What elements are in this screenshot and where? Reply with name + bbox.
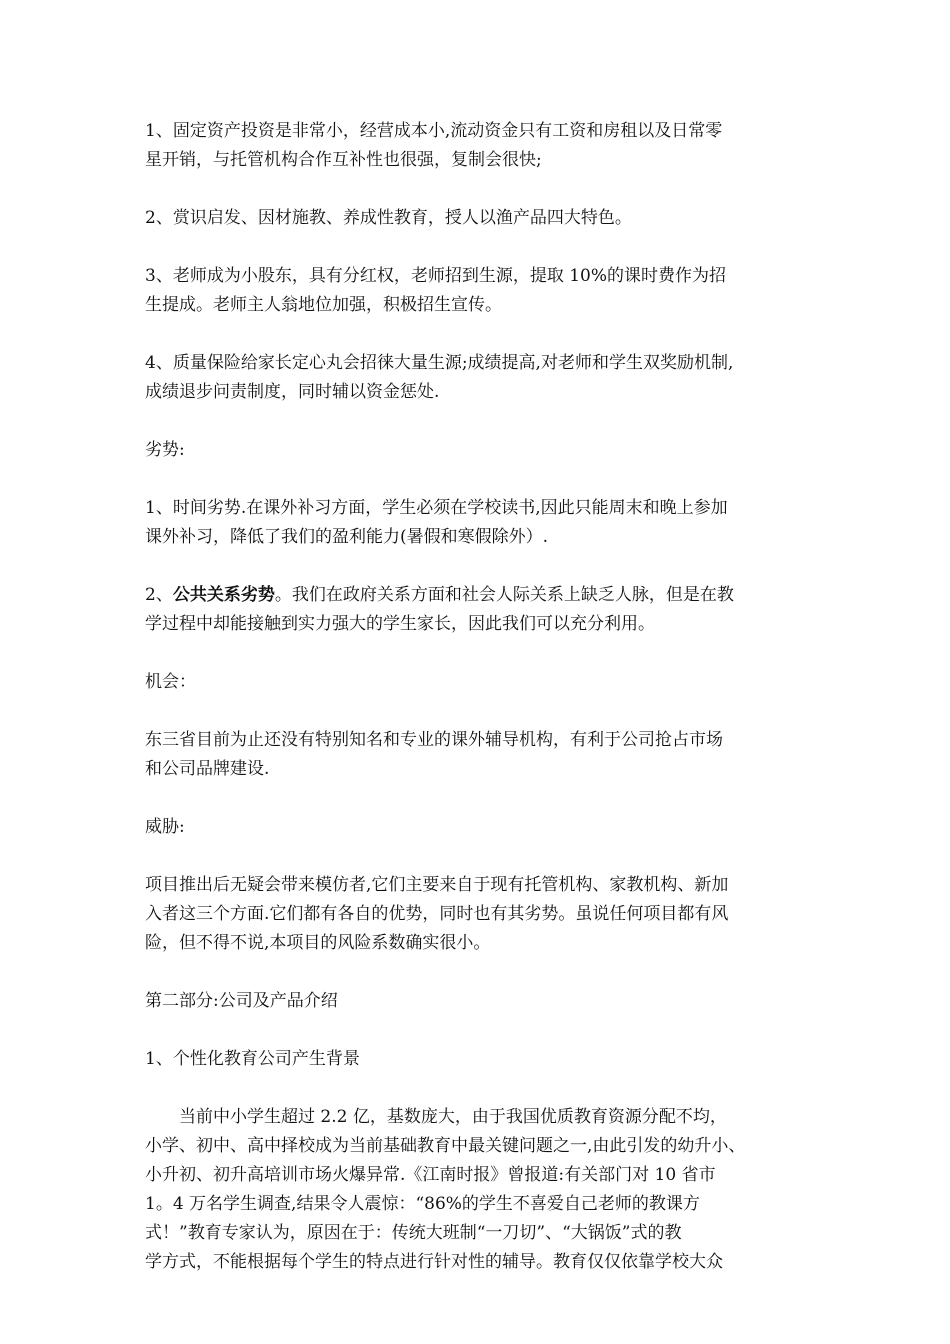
strength-item-1: 1、固定资产投资是非常小，经营成本小,流动资金只有工资和房租以及日常零 星开销，与托管机构合作互补性也很强，复制会很快; (145, 121, 723, 170)
weakness-item-2-text: 。我们在政府关系方面和社会人际关系上缺乏人脉，但是在教 学过程中却能接触到实力强大的学生家长，因此我们可以充分利用。 (145, 585, 734, 634)
strength-item-2: 2、赏识启发、因材施教、养成性教育，授人以渔产品四大特色。 (145, 208, 632, 228)
weakness-item-1: 1、时间劣势.在课外补习方面，学生必须在学校读书,因此只能周末和晚上参加 课外补习，降低了我们的盈利能力(暑假和寒假除外）. (145, 498, 728, 547)
section-1-body: 当前中小学生超过 2.2 亿，基数庞大，由于我国优质教育资源分配不均， 小学、初中、高中择校成为当前基础教育中最关键问题之一,由此引发的幼升小、 小升初、初升高培训市场火爆异常.《江南时报》曾报道:有关部门对 10 省市 1。4 万名学生调查,结果令人震惊：“86%的学生不喜爱自己老师的教课方 式！”教育专家认为，原因在于：传统大班制“一刀切”、“大锅饭”式的教 学方式，不能根据每个学生的特点进行针对性的辅导。教育仅仅依靠学校大众 (145, 1107, 746, 1272)
section-1-heading: 1、个性化教育公司产生背景 (145, 1049, 360, 1069)
opportunity-heading: 机会： (145, 672, 196, 692)
part-two-heading: 第二部分:公司及产品介绍 (145, 991, 338, 1011)
threat-text: 项目推出后无疑会带来模仿者,它们主要来自于现有托管机构、家教机构、新加 入者这三个方面.它们都有各自的优势，同时也有其劣势。虽说任何项目都有风 险，但不得不说,本项目的风险系数确实很小。 (145, 875, 729, 953)
weakness-heading: 劣势: (145, 440, 185, 460)
threat-heading: 威胁: (145, 817, 185, 837)
opportunity-text: 东三省目前为止还没有特别知名和专业的课外辅导机构，有利于公司抢占市场 和公司品牌建设. (145, 730, 723, 779)
weakness-item-2-number: 2、 (145, 585, 173, 605)
weakness-item-2 (145, 581, 815, 639)
strength-item-4: 4、质量保险给家长定心丸会招徕大量生源;成绩提高,对老师和学生双奖励机制, 成绩退步问责制度，同时辅以资金惩处. (145, 353, 734, 402)
weakness-item-2-title: 公共关系劣势 (172, 585, 275, 605)
document-body (145, 117, 815, 1306)
strength-item-3: 3、老师成为小股东，具有分红权，老师招到生源，提取 10%的课时费作为招 生提成。老师主人翁地位加强，积极招生宣传。 (145, 266, 727, 315)
